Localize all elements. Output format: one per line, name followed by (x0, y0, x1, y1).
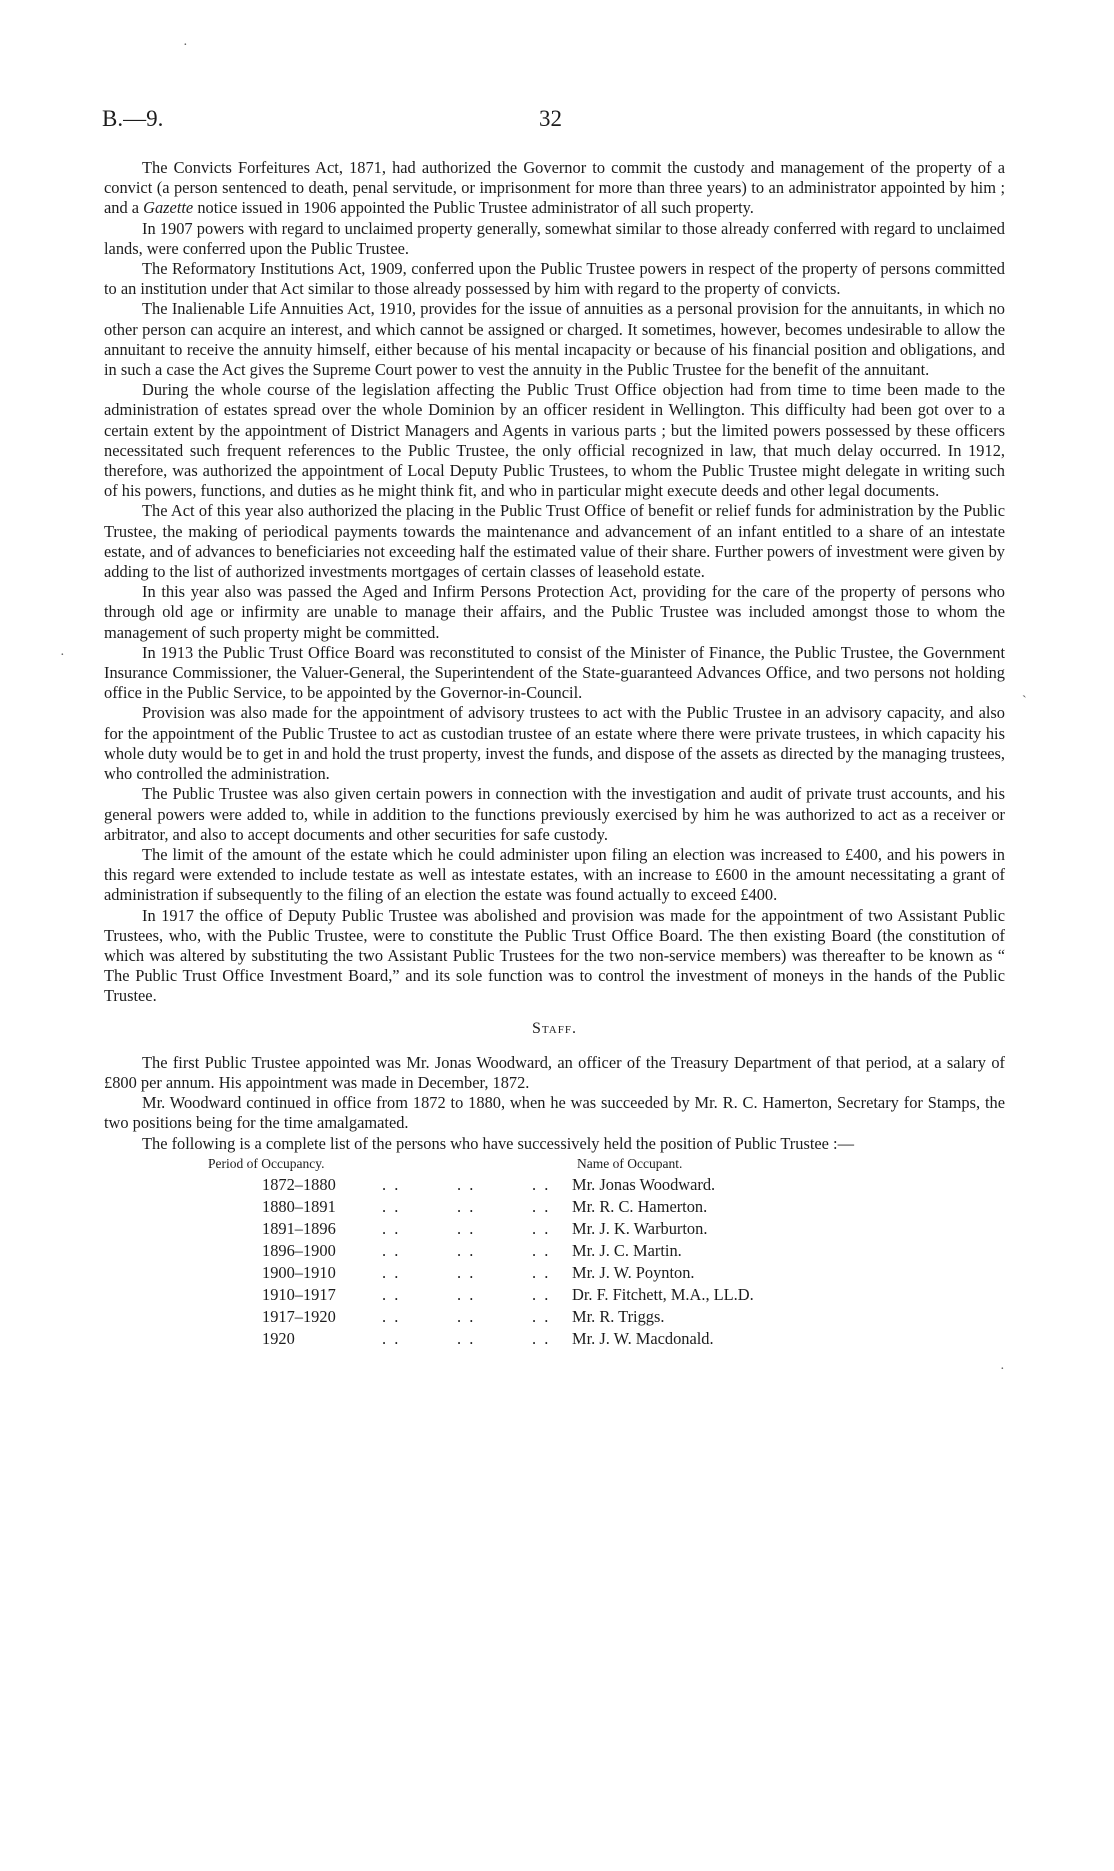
period-cell: 1872–1880 (262, 1174, 336, 1194)
period-cell: 1917–1920 (262, 1306, 336, 1326)
table-row (104, 1262, 1005, 1284)
table-row (104, 1284, 1005, 1306)
paragraph-text: notice issued in 1906 appointed the Public Trustee administrator of all such property. (193, 198, 754, 218)
scan-speck: · (1000, 1362, 1005, 1377)
paragraph-text: The Convicts Forfeitures Act, 1871, had authorized the Governor to commit the custody and management of the property of a convict (a person sentenced to death, penal servitude, or imprisonment for more than three years) to an administrator appointed by him ; and a (104, 158, 1005, 218)
name-cell: Mr. R. C. Hamerton. (572, 1196, 708, 1216)
paragraph (104, 906, 1005, 1007)
name-cell: Mr. R. Triggs. (572, 1306, 665, 1326)
table-row (104, 1240, 1005, 1262)
table-row (104, 1174, 1005, 1196)
dot-leader: . . (382, 1262, 401, 1282)
document-body (104, 158, 1005, 1350)
staff-paragraph: The first Public Trustee appointed was Mr. Jonas Woodward, an officer of the Treasury Department of that period, at a salary of £800 per annum. His appointment was made in December, 1872. (104, 1052, 1005, 1092)
dot-leader: . . (457, 1262, 476, 1282)
period-cell: 1880–1891 (262, 1196, 336, 1216)
table-header (104, 1154, 1005, 1174)
paragraph-text: The limit of the amount of the estate which he could administer upon filing an election was increased to £400, and his powers in this regard were extended to include testate as well as intestate estates, with an increase to £600 in the amount necessitating a grant of administration if subsequently to the filing of an election the estate was found actually to exceed £400. (104, 844, 1005, 905)
name-cell: Mr. J. C. Martin. (572, 1240, 682, 1260)
table-row (104, 1218, 1005, 1240)
dot-leader: . . (457, 1328, 476, 1348)
dot-leader: . . (382, 1240, 401, 1260)
dot-leader: . . (382, 1284, 401, 1304)
dot-leader: . . (382, 1174, 401, 1194)
paragraph-text: The Inalienable Life Annuities Act, 1910, provides for the issue of annuities as a personal provision for the annuitants, in which no other person can acquire an interest, and which cannot be assigned or charged. It sometimes, however, becomes undesirable to allow the annuitant to receive the annuity himself, either because of his mental incapacity or because of his financial position and obligations, and in such a case the Act gives the Supreme Court power to vest the annuity in the Public Trustee for the benefit of the annuitant. (104, 299, 1005, 380)
paragraph (104, 299, 1005, 380)
paragraph-text: In 1907 powers with regard to unclaimed property generally, somewhat similar to those already conferred with regard to unclaimed lands, were conferred upon the Public Trustee. (104, 218, 1005, 258)
list-intro: The following is a complete list of the persons who have successively held the position of Public Trustee :— (142, 1133, 854, 1153)
paragraph-text: In 1917 the office of Deputy Public Trustee was abolished and provision was made for the appointment of two Assistant Public Trustees, who, with the Public Trustee, were to constitute the Public Trust Office Board. The then existing Board (the constitution of which was altered by substituting the two Assistant Public Trustees for the two non-service members) was thereafter to be known as “ The Public Trust Office Investment Board,” and its sole function was to control the investment of moneys in the hands of the Public Trustee. (104, 905, 1005, 1006)
dot-leader: . . (457, 1174, 476, 1194)
dot-leader: . . (532, 1328, 551, 1348)
paragraph (104, 643, 1005, 704)
period-cell: 1910–1917 (262, 1284, 336, 1304)
name-cell: Mr. J. W. Macdonald. (572, 1328, 714, 1348)
table-row (104, 1328, 1005, 1350)
paragraph-text: The Reformatory Institutions Act, 1909, conferred upon the Public Trustee powers in respect of the property of persons committed to an institution under that Act similar to those already possessed by him with regard to the property of convicts. (104, 259, 1005, 299)
paragraph-text: The Act of this year also authorized the placing in the Public Trust Office of benefit or relief funds for administration by the Public Trustee, the making of periodical payments towards the maintenance and advancement of an infant entitled to a share of an intestate estate, and of advances to beneficiaries not exceeding half the estimated value of their share. Further powers of investment were given by adding to the list of authorized investments mortgages of certain classes of leasehold estate. (104, 501, 1005, 582)
scan-speck: · (183, 38, 188, 53)
paragraph (104, 380, 1005, 501)
paragraph-text: During the whole course of the legislation affecting the Public Trust Office objection had from time to time been made to the administration of estates spread over the whole Dominion by an officer resident in Wellington. This difficulty had been got over to a certain extent by the appointment of District Managers and Agents in various parts ; but the limited powers possessed by these officers necessitated such frequent references to the Public Trustee, the only official recognized in law, that much delay occurred. In 1912, therefore, was authorized the appointment of Local Deputy Public Trustees, to whom the Public Trustee might delegate in writing such of his powers, functions, and duties as he might think fit, and who in particular might execute deeds and other legal documents. (104, 380, 1005, 501)
dot-leader: . . (382, 1328, 401, 1348)
period-cell: 1900–1910 (262, 1262, 336, 1282)
column-header-period: Period of Occupancy. (208, 1155, 325, 1171)
dot-leader: . . (457, 1196, 476, 1216)
paragraph (104, 158, 1005, 219)
table-rows (104, 1174, 1005, 1350)
paragraph (104, 845, 1005, 906)
scan-speck: · (60, 648, 65, 663)
dot-leader: . . (457, 1306, 476, 1326)
dot-leader: . . (382, 1196, 401, 1216)
paragraph-text: Provision was also made for the appointment of advisory trustees to act with the Public Trustee in an advisory capacity, and also for the appointment of the Public Trustee to act as custodian trustee of an estate where there were private trustees, in which capacity his whole duty would be to get in and hold the trust property, invest the funds, and dispose of the assets as directed by the managing trustees, who controlled the administration. (104, 703, 1005, 784)
table-row (104, 1196, 1005, 1218)
period-cell: 1920 (262, 1328, 295, 1348)
dot-leader: . . (457, 1284, 476, 1304)
page-header (102, 106, 1012, 138)
scan-speck: ˋ (1022, 694, 1027, 709)
history-paragraphs (104, 158, 1005, 1007)
table-row (104, 1306, 1005, 1328)
name-cell: Mr. Jonas Woodward. (572, 1174, 716, 1194)
page-number: 32 (539, 106, 562, 131)
paragraph-text: The Public Trustee was also given certain powers in connection with the investigation and audit of private trust accounts, and his general powers were added to, while in addition to the functions previously exercised by him he was authorized to act as a receiver or arbitrator, and also to accept documents and other securities for safe custody. (104, 784, 1005, 844)
dot-leader: . . (532, 1218, 551, 1238)
trustee-table (104, 1154, 1005, 1350)
period-cell: 1891–1896 (262, 1218, 336, 1238)
dot-leader: . . (532, 1174, 551, 1194)
dot-leader: . . (457, 1218, 476, 1238)
staff-paragraph: Mr. Woodward continued in office from 1872 to 1880, when he was succeeded by Mr. R. C. Hamerton, Secretary for Stamps, the two positions being for the time amalgamated. (104, 1093, 1005, 1133)
dot-leader: . . (457, 1240, 476, 1260)
dot-leader: . . (532, 1284, 551, 1304)
paragraph (104, 582, 1005, 643)
dot-leader: . . (532, 1306, 551, 1326)
document-reference: B.—9. (102, 106, 164, 131)
italic-term: Gazette (143, 198, 194, 218)
name-cell: Dr. F. Fitchett, M.A., LL.D. (572, 1284, 754, 1304)
paragraph-text: In this year also was passed the Aged and Infirm Persons Protection Act, providing for the care of the property of persons who through old age or infirmity are unable to manage their affairs, and the Public Trustee was included amongst those to whom the management of such property might be committed. (104, 582, 1005, 642)
paragraph (104, 703, 1005, 784)
period-cell: 1896–1900 (262, 1240, 336, 1260)
column-header-name: Name of Occupant. (577, 1155, 683, 1171)
paragraph (104, 259, 1005, 299)
paragraph-text: In 1913 the Public Trust Office Board was reconstituted to consist of the Minister of Finance, the Public Trustee, the Government Insurance Commissioner, the Valuer-General, the Superintendent of the State-guaranteed Advances Office, and two persons not holding office in the Public Service, to be appointed by the Governor-in-Council. (104, 642, 1005, 703)
dot-leader: . . (382, 1306, 401, 1326)
section-heading-staff: Staff. (532, 1019, 577, 1037)
paragraph (104, 784, 1005, 845)
name-cell: Mr. J. W. Poynton. (572, 1262, 695, 1282)
dot-leader: . . (532, 1240, 551, 1260)
paragraph (104, 501, 1005, 582)
dot-leader: . . (532, 1262, 551, 1282)
staff-paragraphs (104, 1053, 1005, 1134)
name-cell: Mr. J. K. Warburton. (572, 1218, 708, 1238)
paragraph (104, 219, 1005, 259)
dot-leader: . . (532, 1196, 551, 1216)
dot-leader: . . (382, 1218, 401, 1238)
